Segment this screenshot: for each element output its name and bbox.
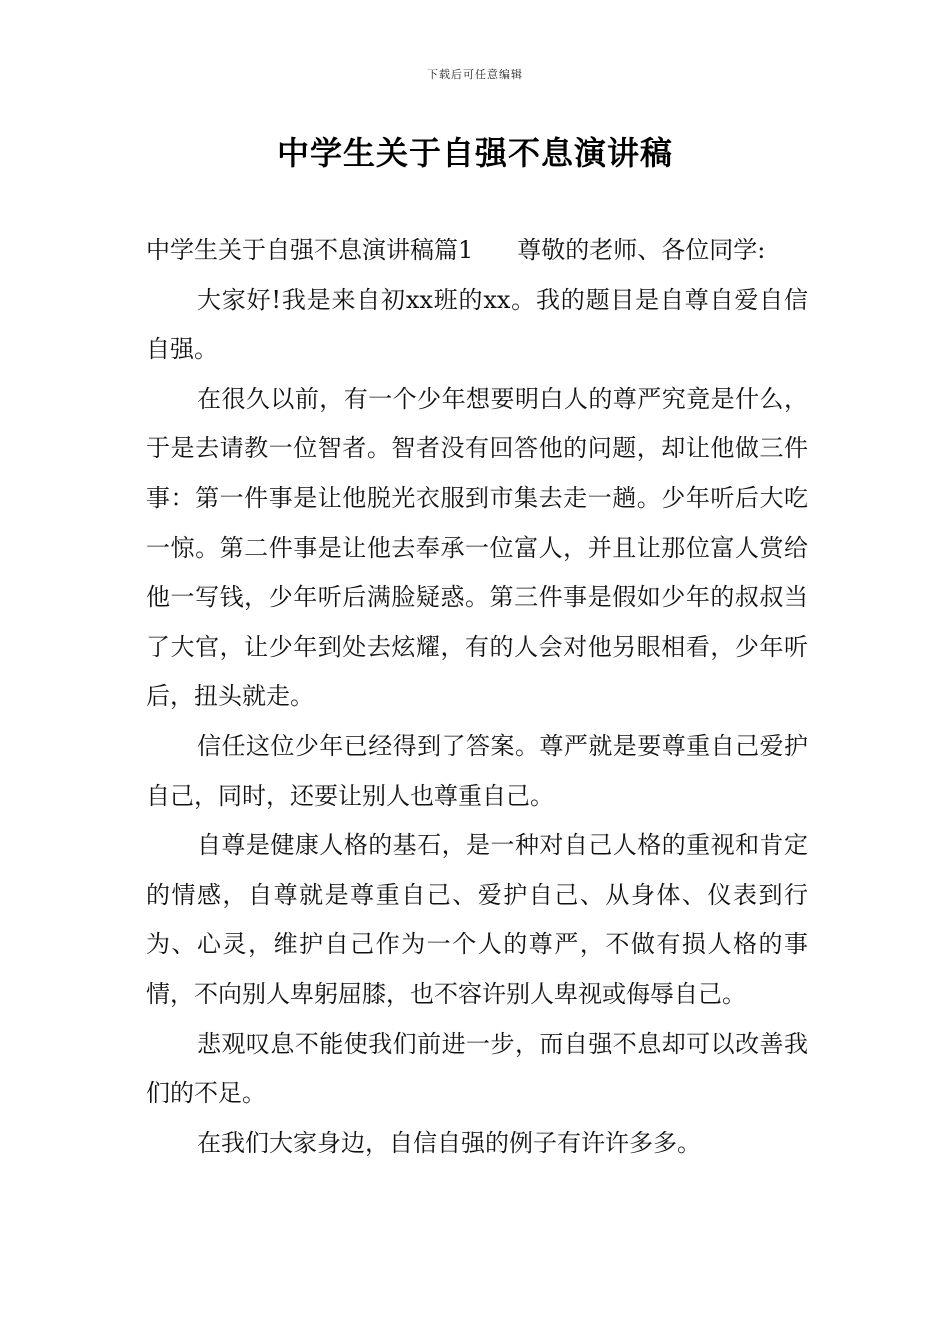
header-note: 下载后可任意编辑 [427, 68, 523, 81]
paragraph-answer: 信任这位少年已经得到了答案。尊严就是要尊重自己爱护自己，同时，还要让别人也尊重自己。 [146, 731, 808, 810]
paragraph-examples: 在我们大家身边，自信自强的例子有许许多多。 [197, 1128, 701, 1157]
document-title: 中学生关于自强不息演讲稿 [276, 134, 673, 172]
document-body [146, 226, 808, 1168]
paragraph-heading-line [146, 226, 808, 276]
salutation: 尊敬的老师、各位同学: [517, 236, 766, 264]
paragraph-self-improvement: 悲观叹息不能使我们前进一步，而自强不息却可以改善我们的不足。 [146, 1029, 808, 1108]
paragraph-story: 在很久以前，有一个少年想要明白人的尊严究竟是什么，于是去请教一位智者。智者没有回答他的问题，却让他做三件事：第一件事是让他脱光衣服到市集去走一趟。少年听后大吃一惊。第二件事是让他去奉承一位富人，并且让那位富人赏给他一写钱，少年听后满脸疑惑。第三件事是假如少年的叔叔当了大官，让少年到处去炫耀，有的人会对他另眼相看，少年听后，扭头就走。 [146, 384, 808, 711]
paragraph-self-respect: 自尊是健康人格的基石，是一种对自己人格的重视和肯定的情感，自尊就是尊重自己、爱护自己、从身体、仪表到行为、心灵，维护自己作为一个人的尊严，不做有损人格的事情，不向别人卑躬屈膝，也不容许别人卑视或侮辱自己。 [146, 831, 808, 1008]
paragraph-greeting: 大家好!我是来自初xx班的xx。我的题目是自尊自爱自信自强。 [146, 285, 808, 364]
section-heading: 中学生关于自强不息演讲稿篇1 [146, 236, 474, 264]
